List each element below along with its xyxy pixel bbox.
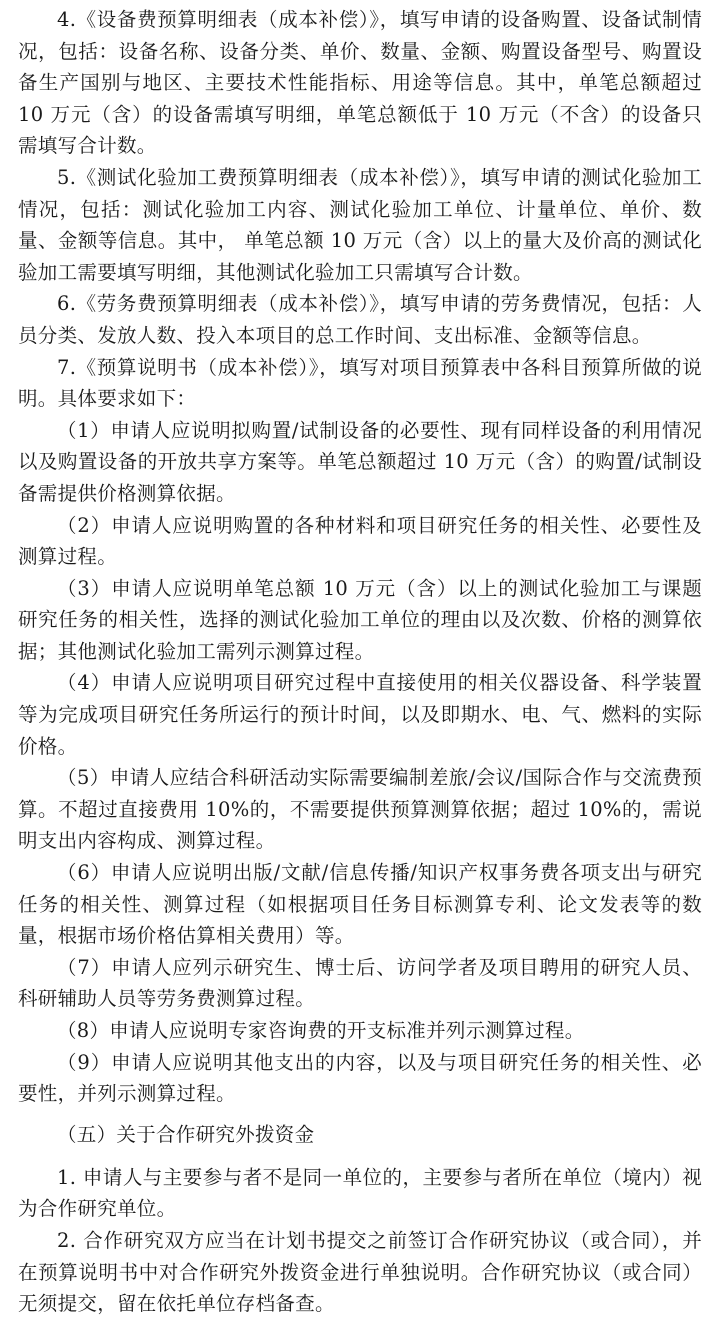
requirement-item-3: （3）申请人应说明单笔总额 10 万元（含）以上的测试化验加工与课题研究任务的相关性，选择的测试化验加工单位的理由以及次数、价格的测算依据；其他测试化验加工需列示测算过程。: [18, 576, 702, 663]
requirement-item-6: （6）申请人应说明出版/文献/信息传播/知识产权事务费各项支出与研究任务的相关性、测算过程（如根据项目任务目标测算专利、论文发表等的数量，根据市场价格估算相关费用）等。: [18, 861, 702, 948]
requirement-item-1: （1）申请人应说明拟购置/试制设备的必要性、现有同样设备的利用情况以及购置设备的开放共享方案等。单笔总额超过 10 万元（含）的购置/试制设备需提供价格测算依据。: [18, 418, 702, 505]
paragraph-equipment-budget: 4.《设备费预算明细表（成本补偿）》，填写申请的设备购置、设备试制情况，包括：设备名称、设备分类、单价、数量、金额、购置设备型号、购置设备生产国别与地区、主要技术性能指标、用途等信息。其中，单笔总额超过 10 万元（含）的设备需填写明细，单笔总额低于 10 万元（不含）的设备只需填写合计数。: [18, 8, 702, 158]
requirement-item-7: （7）申请人应列示研究生、博士后、访问学者及项目聘用的研究人员、科研辅助人员等劳务费测算过程。: [18, 955, 702, 1011]
requirement-item-2: （2）申请人应说明购置的各种材料和项目研究任务的相关性、必要性及测算过程。: [18, 513, 702, 569]
paragraph-budget-statement: 7.《预算说明书（成本补偿）》，填写对项目预算表中各科目预算所做的说明。具体要求如下：: [18, 355, 702, 411]
document-page: [18, 4, 702, 1320]
requirement-item-8: （8）申请人应说明专家咨询费的开支标准并列示测算过程。: [57, 1019, 585, 1042]
requirement-item-9: （9）申请人应说明其他支出的内容，以及与项目研究任务的相关性、必要性，并列示测算过程。: [18, 1050, 702, 1106]
section-paragraph-2: 2. 合作研究双方应当在计划书提交之前签订合作研究协议（或合同），并在预算说明书中对合作研究外拨资金进行单独说明。合作研究协议（或合同）无须提交，留在依托单位存档备查。: [18, 1228, 702, 1316]
section-gap: [18, 1110, 702, 1112]
requirement-item-5: （5）申请人应结合科研活动实际需要编制差旅/会议/国际合作与交流费预算。不超过直接费用 10%的，不需要提供预算测算依据；超过 10%的，需说明支出内容构成、测算过程。: [18, 766, 702, 853]
paragraph-labor-budget: 6.《劳务费预算明细表（成本补偿）》，填写申请的劳务费情况，包括：人员分类、发放人数、投入本项目的总工作时间、支出标准、金额等信息。: [18, 292, 702, 347]
paragraph-testing-budget: 5.《测试化验加工费预算明细表（成本补偿）》，填写申请的测试化验加工情况，包括：测试化验加工内容、测试化验加工单位、计量单位、单价、数量、金额等信息。其中， 单笔总额 10 万元（含）以上的量大及价高的测试化验加工需要填写明细，其他测试化验加工只需填写合计数。: [18, 165, 702, 284]
requirement-item-4: （4）申请人应说明项目研究过程中直接使用的相关仪器设备、科学装置等为完成项目研究任务所运行的预计时间，以及即期水、电、气、燃料的实际价格。: [18, 671, 702, 758]
section-paragraph-1: 1. 申请人与主要参与者不是同一单位的，主要参与者所在单位（境内）视为合作研究单位。: [18, 1165, 702, 1221]
section-heading: （五）关于合作研究外拨资金: [57, 1122, 315, 1146]
